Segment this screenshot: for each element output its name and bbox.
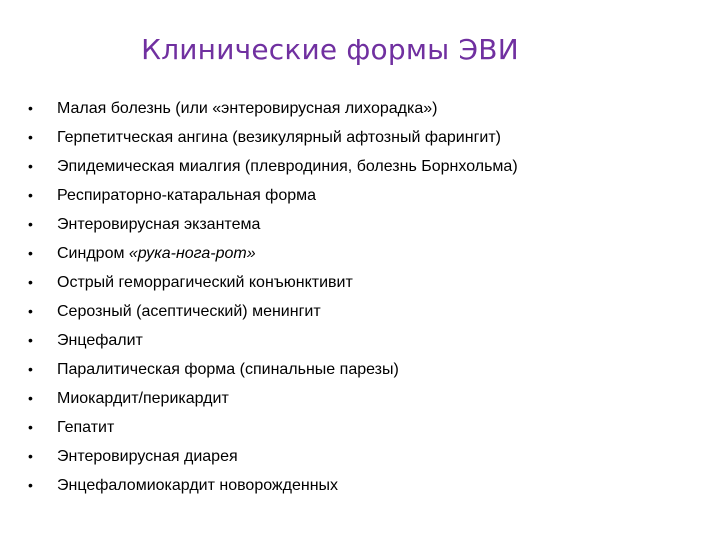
list-item [28, 471, 688, 500]
list-item [28, 326, 688, 355]
bullet-icon: • [28, 477, 33, 493]
list-item [28, 94, 688, 123]
list-item-text: Миокардит/перикардит [57, 390, 229, 407]
list-item-text: Энцефаломиокардит новорожденных [57, 477, 339, 494]
list-item [28, 239, 688, 268]
list-item [28, 297, 688, 326]
list-item [28, 442, 688, 471]
list-item-text: Энцефалит [57, 332, 143, 349]
list-item-text: Гепатит [57, 419, 115, 436]
bullet-icon: • [28, 448, 33, 464]
list-item-text: Серозный (асептический) менингит [57, 303, 321, 320]
list-item-text: Острый геморрагический конъюнктивит [57, 274, 353, 291]
bullet-icon: • [28, 332, 33, 348]
list-item-text [57, 239, 256, 268]
list-item-text: Малая болезнь (или «энтеровирусная лихорадка») [57, 100, 438, 117]
list-item [28, 210, 688, 239]
clinical-forms-list [28, 94, 688, 500]
list-item [28, 413, 688, 442]
bullet-icon: • [28, 390, 33, 406]
bullet-icon: • [28, 129, 33, 145]
list-item-text: Энтеровирусная экзантема [57, 216, 261, 233]
bullet-icon: • [28, 187, 33, 203]
list-item-text-italic: «рука-нога-рот» [128, 245, 256, 262]
slide-title: Клинические формы ЭВИ [141, 33, 519, 66]
list-item [28, 123, 688, 152]
list-item-text-prefix: Синдром [57, 245, 129, 262]
list-item-text: Герпетитческая ангина (везикулярный афтозный фарингит) [57, 129, 502, 146]
list-item-text: Энтеровирусная диарея [57, 448, 238, 465]
list-item [28, 384, 688, 413]
bullet-icon: • [28, 419, 33, 435]
list-item-text: Паралитическая форма (спинальные парезы) [57, 361, 399, 378]
list-item-text: Респираторно-катаральная форма [57, 187, 317, 204]
bullet-icon: • [28, 274, 33, 290]
bullet-icon: • [28, 361, 33, 377]
list-item [28, 181, 688, 210]
list-item-text: Эпидемическая миалгия (плевродиния, болезнь Борнхольма) [57, 158, 518, 175]
list-item [28, 152, 688, 181]
bullet-icon: • [28, 303, 33, 319]
list-item [28, 355, 688, 384]
bullet-icon: • [28, 216, 33, 232]
bullet-icon: • [28, 245, 33, 261]
bullet-icon: • [28, 158, 33, 174]
bullet-icon: • [28, 100, 33, 116]
list-item [28, 268, 688, 297]
